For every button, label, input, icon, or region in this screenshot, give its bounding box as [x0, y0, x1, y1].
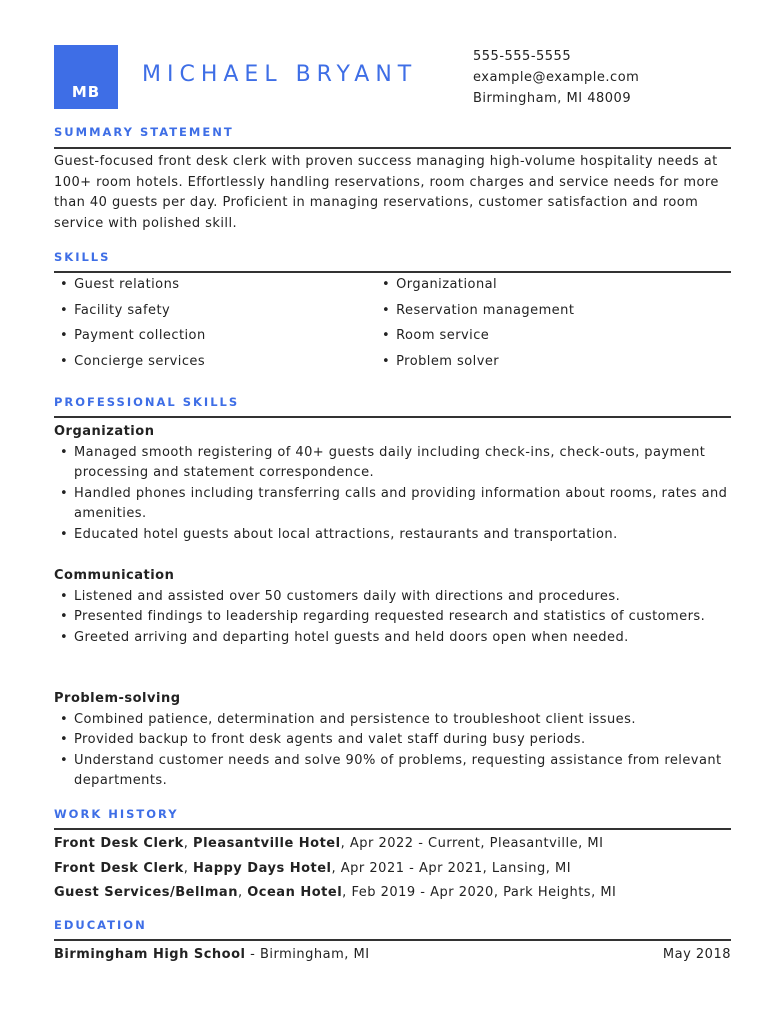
job-details: Feb 2019 - Apr 2020, Park Heights, MI: [351, 885, 617, 900]
monogram-badge: MB: [54, 45, 118, 109]
skill-group-problem-solving: [54, 689, 744, 792]
job-entry: Front Desk Clerk, Pleasantville Hotel, Apr 2022 - Current, Pleasantville, MI: [54, 836, 604, 851]
skill-group-heading: Problem-solving: [54, 691, 181, 706]
summary-title: SUMMARY STATEMENT: [54, 125, 234, 139]
skill-group-organization: [54, 422, 744, 545]
candidate-name: MICHAEL BRYANT: [142, 62, 418, 87]
section-divider: [54, 939, 731, 941]
skill-group-heading: Communication: [54, 568, 175, 583]
list-item: • Educated hotel guests about local attractions, restaurants and transportation.: [54, 525, 744, 546]
school-location: Birmingham, MI: [259, 947, 370, 962]
job-details: Apr 2021 - Apr 2021, Lansing, MI: [340, 860, 572, 876]
skill-item: • Concierge services: [60, 354, 206, 380]
list-item: • Managed smooth registering of 40+ guests daily including check-ins, check-outs, payment processing and statement correspondence.: [54, 443, 744, 484]
skills-right-column: [382, 277, 574, 379]
job-employer: Pleasantville Hotel: [193, 836, 341, 851]
email-address: example@example.com: [473, 70, 640, 85]
skills-left-column: [60, 277, 206, 379]
section-divider: [54, 828, 731, 830]
list-item: • Understand customer needs and solve 90% of problems, requesting assistance from relevant departments.: [54, 751, 744, 792]
section-divider: [54, 271, 731, 273]
school-name: Birmingham High School: [54, 947, 246, 962]
skills-title: SKILLS: [54, 250, 111, 264]
list-item: • Greeted arriving and departing hotel guests and held doors open when needed.: [54, 628, 744, 649]
work-history-list: [54, 836, 616, 910]
skill-item: • Organizational: [382, 277, 574, 303]
skill-item: • Reservation management: [382, 303, 574, 329]
section-divider: [54, 416, 731, 418]
list-item: • Listened and assisted over 50 customers daily with directions and procedures.: [54, 587, 744, 608]
job-role: Front Desk Clerk: [54, 860, 184, 876]
job-employer: Happy Days Hotel: [193, 860, 332, 876]
job-entry: Guest Services/Bellman, Ocean Hotel, Feb 2019 - Apr 2020, Park Heights, MI: [54, 885, 617, 900]
professional-skills-title: PROFESSIONAL SKILLS: [54, 395, 240, 409]
job-role: Guest Services/Bellman: [54, 885, 238, 900]
job-role: Front Desk Clerk: [54, 836, 184, 851]
skill-item: • Problem solver: [382, 354, 574, 380]
skill-item: • Guest relations: [60, 277, 206, 303]
list-item: • Provided backup to front desk agents and valet staff during busy periods.: [54, 730, 744, 751]
summary-text: Guest-focused front desk clerk with proven success managing high-volume hospitality needs at 100+ room hotels. Effortlessly handling reservations, room charges and service needs for more than 40 guests per day. Proficient in managing reservations, customer satisfaction and room service with polished skill.: [54, 154, 719, 231]
skill-item: • Facility safety: [60, 303, 206, 329]
job-details: Apr 2022 - Current, Pleasantville, MI: [349, 836, 604, 851]
graduation-date: May 2018: [662, 947, 731, 962]
job-entry: Front Desk Clerk, Happy Days Hotel, Apr 2021 - Apr 2021, Lansing, MI: [54, 860, 572, 876]
work-history-title: WORK HISTORY: [54, 807, 179, 821]
job-employer: Ocean Hotel: [247, 885, 343, 900]
list-item: • Handled phones including transferring calls and providing information about rooms, rates and amenities.: [54, 484, 744, 525]
address: Birmingham, MI 48009: [473, 91, 632, 106]
contact-block: [473, 46, 639, 109]
skill-group-heading: Organization: [54, 424, 155, 439]
education-title: EDUCATION: [54, 918, 147, 932]
education-entry: Birmingham High School - Birmingham, MI May 2018: [54, 947, 731, 962]
skill-item: • Room service: [382, 328, 574, 354]
phone-number: 555-555-5555: [473, 49, 572, 64]
list-item: • Combined patience, determination and persistence to troubleshoot client issues.: [54, 710, 744, 731]
skill-item: • Payment collection: [60, 328, 206, 354]
skill-group-communication: [54, 566, 744, 648]
list-item: • Presented findings to leadership regarding requested research and statistics of customers.: [54, 607, 744, 628]
section-divider: [54, 147, 731, 149]
